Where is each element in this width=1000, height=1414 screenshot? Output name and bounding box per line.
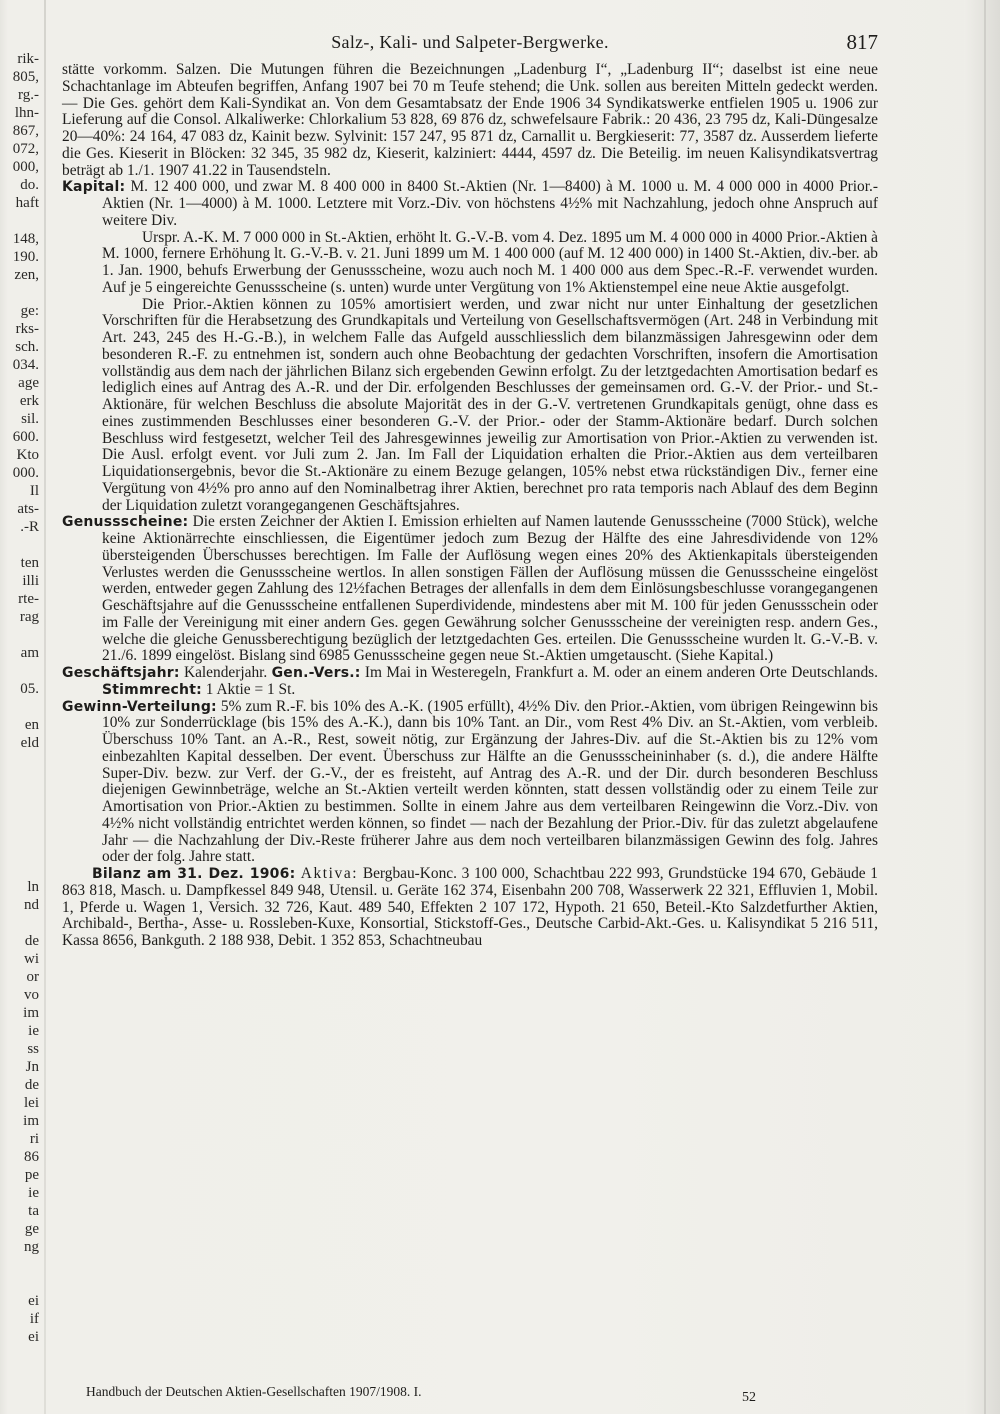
margin-fragment: do. bbox=[20, 177, 39, 193]
margin-fragment: ss bbox=[27, 1041, 39, 1057]
footer-reference: Handbuch der Deutschen Aktien-Gesellschaften 1907/1908. I. bbox=[86, 1384, 422, 1399]
page-fold-shadow bbox=[44, 0, 46, 1414]
margin-fragment bbox=[0, 536, 39, 554]
signature-number: 52 bbox=[742, 1390, 756, 1405]
margin-fragment: lhn- bbox=[14, 105, 39, 121]
margin-fragment bbox=[0, 770, 39, 788]
kapital-text: M. 12 400 000, und zwar M. 8 400 000 in 8400 St.-Aktien (Nr. 1—8400) à M. 1000 u. M. 4 000 000 in 4000 Prior.-Aktien (Nr. 1—4000) à M. 1000. Letztere mit Vorz.-Div. von höchstens 4½% mit Nachzahlung, jedoch ohne Anspruch auf weitere Div. bbox=[102, 178, 878, 229]
margin-fragment: rik- bbox=[17, 51, 39, 67]
urspr-paragraph: Urspr. A.-K. M. 7 000 000 in St.-Aktien, erhöht lt. G.-V.-B. vom 4. Dez. 1895 um M. 4 000 000 in 4000 Prior.-Aktien à M. 1000, fernere Erhöhung lt. G.-V.-B. v. 21. Juni 1899 um M. 1 400 000 (auf M. 12 400 000) in 1400 St.-Aktien, div.-ber. ab 1. Jan. 1900, behufs Erwerbung der Genussscheine, wozu auch noch M. 1 400 000 aus dem Spec.-R.-F. verwendet wurden. Auf je 5 eingereichte Genussscheine (s. unten) wurde unter Vergütung von 1% Aktienstempel eine neue Aktie ausgefolgt. bbox=[102, 228, 878, 296]
geschaeftsjahr-label: Geschäftsjahr: bbox=[62, 665, 180, 681]
margin-fragment: sil. bbox=[21, 411, 39, 427]
margin-fragment bbox=[0, 752, 39, 770]
margin-fragment bbox=[0, 662, 39, 680]
adjacent-page-margin bbox=[0, 50, 42, 1390]
margin-fragment: age bbox=[18, 375, 39, 391]
genussscheine-section bbox=[62, 514, 878, 665]
gewinnverteilung-label: Gewinn-Verteilung: bbox=[62, 698, 217, 715]
margin-fragment: ie bbox=[28, 1023, 39, 1039]
margin-fragment: haft bbox=[15, 195, 39, 211]
margin-fragment: im bbox=[23, 1113, 39, 1129]
genversammlung-text: Im Mai in Westeregeln, Frankfurt a. M. oder an einem anderen Orte Deutschlands. bbox=[360, 664, 878, 681]
margin-fragment: nd bbox=[24, 897, 39, 913]
margin-fragment bbox=[0, 698, 39, 716]
bilanz-section bbox=[62, 866, 878, 950]
running-title: Salz-, Kali- und Salpeter-Bergwerke. bbox=[331, 32, 609, 52]
margin-fragment: rks- bbox=[15, 321, 39, 337]
margin-fragment: 000, bbox=[12, 159, 39, 175]
margin-fragment: 867, bbox=[12, 123, 39, 139]
margin-fragment: illi bbox=[22, 573, 39, 589]
margin-fragment bbox=[0, 284, 39, 302]
kapital-section bbox=[62, 179, 878, 229]
kapital-label: Kapital: bbox=[62, 179, 126, 196]
margin-fragment: lei bbox=[24, 1095, 39, 1111]
margin-fragment bbox=[0, 1274, 39, 1292]
margin-fragment: eld bbox=[20, 735, 39, 751]
margin-fragment: 05. bbox=[20, 681, 39, 697]
margin-fragment: 072, bbox=[12, 141, 39, 157]
margin-fragment: 600. bbox=[12, 429, 39, 445]
margin-fragment: ri bbox=[29, 1131, 39, 1147]
gewinnverteilung-section bbox=[62, 699, 878, 867]
margin-fragment: ng bbox=[24, 1239, 39, 1255]
stimmrecht-label: Stimmrecht: bbox=[102, 681, 202, 698]
margin-fragment bbox=[0, 914, 39, 932]
stimmrecht-text: 1 Aktie = 1 St. bbox=[201, 680, 296, 698]
margin-fragment: Kto bbox=[16, 447, 39, 463]
margin-fragment: or bbox=[26, 969, 39, 985]
margin-fragment: ten bbox=[20, 555, 39, 571]
margin-fragment: zen, bbox=[14, 267, 39, 283]
margin-fragment: 86 bbox=[24, 1149, 39, 1165]
margin-fragment: Jn bbox=[25, 1059, 39, 1075]
geschaeftsjahr-text: Kalenderjahr. bbox=[179, 664, 272, 681]
margin-fragment: 190. bbox=[12, 249, 39, 265]
margin-fragment: .-R bbox=[20, 519, 39, 535]
margin-fragment: Il bbox=[29, 483, 39, 499]
margin-fragment: 034. bbox=[12, 357, 39, 373]
margin-fragment: ln bbox=[27, 879, 39, 895]
genussscheine-label: Genussscheine: bbox=[62, 514, 189, 531]
margin-fragment bbox=[0, 842, 39, 860]
margin-fragment: 000. bbox=[12, 465, 39, 481]
margin-fragment: vo bbox=[24, 987, 39, 1003]
aktiva-label: Aktiva: bbox=[295, 865, 359, 882]
margin-fragment: im bbox=[23, 1005, 39, 1021]
gewinnverteilung-text: 5% zum R.-F. bis 10% des A.-K. (1905 erfüllt), 4½% Div. den Prior.-Aktien, vom übrigen Reingewinn bis 10% zur Sonderrücklage (bis 15% des A.-K.), dann bis 10% Tant. an Dir., vom Rest 4% Div. an St.-Aktien, vom verbleib. Überschuss 10% Tant. an A.-R., Rest, soweit nötig, zur Ergänzung der Jahres-Div. auf die St.-Aktien bis zu 12% vom einbezahlten Kapital desselben. Der event. Überschuss zur Hälfte an die Genussscheininhaber (s. d.), die andere Hälfte Super-Div. bezw. zur Verf. der G.-V., der es freisteht, auf Antrag des A.-R. und der Dir. durch besonderen Beschluss diejenigen Gewinnbeträge, welche an St.-Aktien verteilt werden könnten, statt dessen vollständig oder zu einem Teile zur Amortisation von Prior.-Aktien zu bestimmen. Sollte in einem Jahre aus dem verteilbaren Reingewinn die Vorz.-Div. von 4½% nicht vollständig entrichtet werden können, so findet — nach der Bezahlung der Prior.-Div. für das zuletzt abgelaufene Jahr — die Nachzahlung der Div.-Reste früherer Jahre aus dem noch verteilbaren bilanzmässigen Gewinn des folg. Jahres oder der folg. Jahre statt. bbox=[102, 697, 878, 866]
prior-paragraph: Die Prior.-Aktien können zu 105% amortisiert werden, und zwar nicht nur unter Einhaltung der gesetzlichen Vorschriften für die Herabsetzung des Grundkapitals und Verteilung von Gesellschaftsvermögen (Art. 248 in Verbindung mit Art. 243, 245 des H.-G.-B.), in welchem Falle das Aufgeld ausschliesslich dem bilanzmässigen Jahresgewinn oder dem besonderen R.-F. zu entnehmen ist, sondern auch ohne Beobachtung der gedachten Vorschriften, insofern die Amortisation vollständig aus dem nach der jährlichen Bilanz sich ergebenden Gewinn erfolgt. Zu der letztgedachten Amortisation bedarf es lediglich eines auf Antrag des A.-R. und der Dir. erfolgenden Beschlusses der gemeinsamen ord. G.-V. der Prior.- und St.-Aktionäre, für welchen Beschluss die absolute Majorität des in der G.-V. vertretenen Grundkapitals genügt, ohne dass es eines zustimmenden Beschlusses einer besonderen G.-V. der Prior.- oder der Stamm-Aktionäre bedarf. Durch solchen Beschluss wird festgesetzt, welcher Teil des Jahresgewinnes jeweilig zur Amortisation von Prior.-Aktien zu verwenden ist. Die Ausl. erfolgt event. vor Juli zum 2. Jan. Im Fall der Liquidation erhalten die Prior.-Aktien aus dem verteilbaren Liquidationsergebnis, bevor die St.-Aktionäre zu einem Bezuge gelangen, 105% nebst etwa rückständigen Div., ferner eine Vergütung von 4½% pro anno auf den Nominalbetrag ihrer Aktien, berechnet pro rata temporis nach Ablauf des dem Beginn der Liquidation zuletzt vorangegangenen Geschäftsjahres. bbox=[102, 295, 878, 514]
page-header bbox=[60, 30, 880, 56]
intro-paragraph: stätte vorkomm. Salzen. Die Mutungen führen die Bezeichnungen „Ladenburg I“, „Ladenburg II“; daselbst ist eine neue Schachtanlage im Abteufen begriffen, Anfang 1907 bei 70 m Teufe stehend; die Unk. sollen aus bereiten Mitteln gedeckt werden. — Die Ges. gehört dem Kali-Syndikat an. Von dem Gesamtabsatz der Ende 1906 34 Syndikatswerke entfielen 1905 u. 1906 zur Lieferung auf die Consol. Alkaliwerke: Chlorkalium 53 828, 69 876 dz, schwefelsaure Fabrik.: 20 436, 23 795 dz, Kali-Düngesalze 20—40%: 24 164, 47 083 dz, Kainit bezw. Sylvinit: 157 247, 95 871 dz, Carnallit u. Bergkieserit: 77, 3587 dz. Ausserdem lieferte die Ges. Kieserit in Blöcken: 32 345, 35 982 dz, Kieserit, kalziniert: 4444, 4597 dz. Die Beteilig. im neuen Kalisyndikatsvertrag beträgt ab 1./1. 1907 41.22 in Tausendsteln. bbox=[62, 61, 878, 179]
margin-fragment: pe bbox=[24, 1167, 39, 1183]
page-body bbox=[62, 62, 878, 950]
margin-fragment bbox=[0, 626, 39, 644]
margin-fragment: en bbox=[24, 717, 39, 733]
margin-fragment: ta bbox=[28, 1203, 39, 1219]
margin-fragment: am bbox=[20, 645, 39, 661]
margin-fragment: 805, bbox=[12, 69, 39, 85]
margin-fragment: ats- bbox=[17, 501, 39, 517]
geschaeftsjahr-section bbox=[62, 665, 878, 699]
page-footer bbox=[62, 1380, 878, 1404]
margin-fragment: wi bbox=[24, 951, 39, 967]
margin-fragment: ei bbox=[28, 1329, 39, 1345]
margin-fragment: if bbox=[29, 1311, 39, 1327]
margin-fragment: 148, bbox=[12, 231, 39, 247]
margin-fragment: rag bbox=[19, 609, 39, 625]
page-number: 817 bbox=[846, 30, 878, 54]
margin-fragment: de bbox=[24, 1077, 39, 1093]
margin-fragment: erk bbox=[19, 393, 39, 409]
margin-fragment: ge bbox=[24, 1221, 39, 1237]
margin-fragment bbox=[0, 824, 39, 842]
margin-fragment bbox=[0, 860, 39, 878]
margin-fragment: ie bbox=[28, 1185, 39, 1201]
margin-fragment: rte- bbox=[18, 591, 39, 607]
margin-fragment bbox=[0, 806, 39, 824]
bilanz-label: Bilanz am 31. Dez. 1906: bbox=[92, 866, 296, 882]
margin-fragment bbox=[0, 1256, 39, 1274]
margin-fragment: sch. bbox=[15, 339, 39, 355]
page-edge bbox=[964, 0, 1000, 1414]
margin-fragment: ei bbox=[28, 1293, 39, 1309]
bilanz-text: Bergbau-Konc. 3 100 000, Schachtbau 222 993, Grundstücke 194 670, Gebäude 1 863 818, Masch. u. Dampfkessel 849 948, Utensil. u. Geräte 162 374, Eisenbahn 200 708, Wasserwerk 22 321, Effluvien 1, Mobil. 1, Pferde u. Wagen 1, Versich. 32 726, Kaut. 489 540, Effekten 2 107 172, Hypoth. 21 650, Beteil.-Kto Salzdetfurther Aktien, Archibald-, Bertha-, Asse- u. Rossleben-Kuxe, Konsortial, Stickstoff-Ges., Deutsche Carbid-Akt.-Ges. u. Kalisyndikat 5 216 511, Kassa 8656, Bankguth. 2 188 938, Debit. 1 352 853, Schachtneubau bbox=[62, 865, 878, 949]
margin-fragment: ge: bbox=[20, 303, 39, 319]
margin-fragment: rg.- bbox=[18, 87, 39, 103]
genussscheine-text: Die ersten Zeichner der Aktien I. Emission erhielten auf Namen lautende Genussscheine (7000 Stück), welche keine Aktionärrechte einschliessen, die Eigentümer jedoch zum Bezug der Hälfte des eine Jahresdividende von 12% übersteigenden Überschusses berechtigen. Im Falle der Auflösung wegen eines 20% des Aktienkapitals übersteigenden Verlustes werden die Genussscheine wertlos. In allen sonstigen Fällen der Auflösung müssen die Genussscheine eingelöst werden, entweder gegen Zahlung des 12½fachen Betrages der allenfalls in dem dem Einlösungsbeschlusse vorangegangenen Geschäftsjahre auf die Genussscheine entfallenen Superdividende, mindestens aber mit M. 100 für jeden Genussschein oder im Falle der Vereinigung mit einer andern Ges. gegen Gewährung solcher Genussscheine der vereinigten resp. andern Ges., welche die gleiche Genussberechtigung bezüglich der letztgedachten Ges. erteilen. Die Genussscheine wurden lt. G.-V.-B. v. 21./6. 1899 eingelöst. Bislang sind 6985 Genussscheine gegen neue St.-Aktien umgetauscht. (Siehe Kapital.) bbox=[102, 513, 878, 665]
margin-fragment: de bbox=[24, 933, 39, 949]
margin-fragment bbox=[0, 212, 39, 230]
margin-fragment bbox=[0, 788, 39, 806]
genversammlung-label: Gen.-Vers.: bbox=[271, 665, 361, 681]
